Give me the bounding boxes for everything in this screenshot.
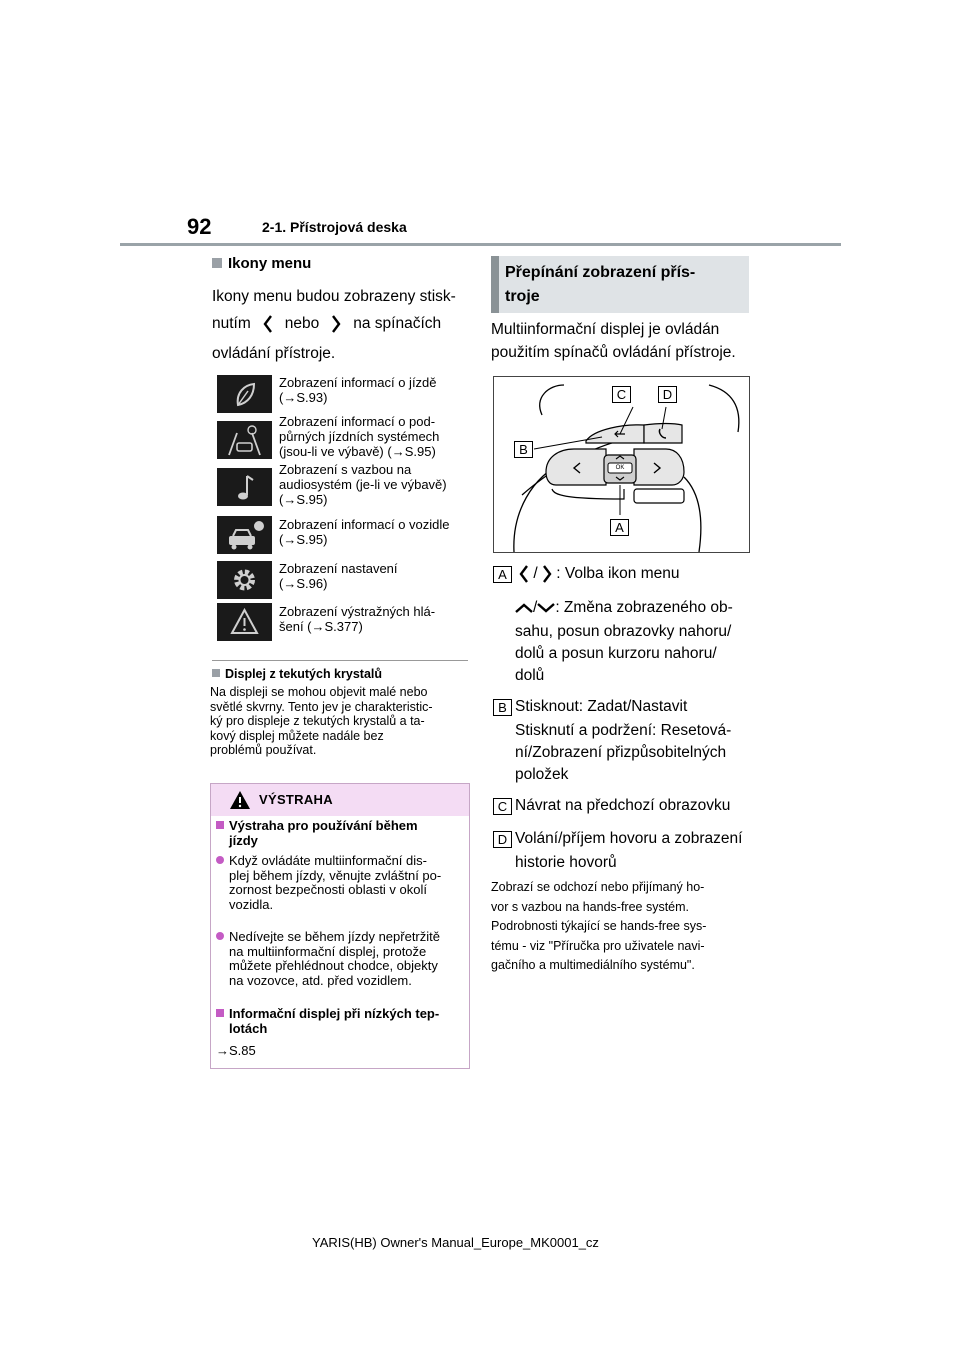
- icon-desc-settings: [279, 561, 469, 591]
- square-bullet-icon: [212, 258, 222, 268]
- paragraph-line: světlé skvrny. Tento jev je charakteristic-: [210, 699, 433, 714]
- gear-icon: [217, 561, 272, 599]
- warning-bullet-1: [216, 854, 466, 912]
- square-bullet-icon: [216, 1009, 224, 1017]
- chevron-left-icon: [519, 565, 529, 583]
- item-a-line-3: sahu, posun obrazovky nahoru/: [515, 623, 732, 640]
- item-a-line-5: dolů: [515, 667, 545, 684]
- warning-box: [210, 783, 470, 1069]
- figure-label-a: A: [610, 519, 629, 536]
- item-a-line-1: [519, 563, 759, 586]
- lcd-paragraph: [210, 685, 470, 758]
- lcd-heading-text: Displej z tekutých krystalů: [225, 667, 383, 681]
- chevron-up-icon: [515, 603, 533, 613]
- intro-text-b: nebo: [284, 315, 320, 332]
- bullet-line: plej během jízdy, věnujte zvláštní po-: [229, 867, 442, 883]
- hands-free-note: [491, 878, 753, 976]
- paragraph-line: Na displeji se mohou objevit malé nebo: [210, 685, 428, 699]
- desc-line: Zobrazení výstražných hlá-: [279, 604, 436, 619]
- chevron-left-icon: [263, 315, 273, 333]
- item-a-line-2: [515, 597, 760, 620]
- note-line: Podrobnosti týkající se hands-free sys-: [491, 919, 707, 933]
- desc-line: Zobrazení s vazbou na: [279, 462, 412, 477]
- warning-ref: →S.85: [216, 1043, 256, 1058]
- figure-label-c-box: C: [612, 386, 631, 403]
- desc-line: Zobrazení informací o pod-: [279, 414, 436, 429]
- warning-triangle-icon: [229, 790, 251, 810]
- desc-line: (→S.95): [279, 532, 328, 547]
- icon-desc-warnings: [279, 604, 469, 634]
- item-b-line-4: položek: [515, 766, 569, 783]
- desc-line: šení (→S.377): [279, 619, 363, 634]
- menu-icons-heading-text: Ikony menu: [228, 255, 312, 272]
- bullet-line: na vozovce, atd. před vozidlem.: [229, 972, 412, 988]
- item-a-text: : Volba ikon menu: [556, 565, 680, 582]
- chevron-down-icon: [537, 603, 555, 613]
- item-b-line-3: ní/Zobrazení přizpůsobitelných: [515, 744, 727, 761]
- section-divider: [212, 660, 468, 661]
- menu-icons-heading: [212, 255, 311, 272]
- footer-text: YARIS(HB) Owner's Manual_Europe_MK0001_cz: [312, 1235, 599, 1250]
- item-d-line-2: historie hovorů: [515, 854, 617, 871]
- note-line: gačního a multimediálního systému".: [491, 958, 695, 972]
- note-line: Zobrazí se odchozí nebo přijímaný ho-: [491, 880, 705, 894]
- lcd-heading: [212, 667, 382, 681]
- warning-heading-low-temp: [216, 1007, 466, 1036]
- chevron-right-icon: [331, 315, 341, 333]
- intro-text-a: nutím: [212, 315, 251, 332]
- warning-triangle-icon: [217, 603, 272, 641]
- bullet-line: Když ovládáte multiinformační dis-: [229, 853, 427, 868]
- separator: /: [533, 565, 538, 582]
- intro-line: použitím spínačů ovládání přístroje.: [491, 343, 736, 361]
- heading-line: Informační displej při nízkých tep-: [229, 1006, 440, 1021]
- item-label-a: A: [493, 566, 512, 583]
- heading-line: jízdy: [229, 832, 258, 848]
- section-title: 2-1. Přístrojová deska: [262, 219, 407, 235]
- item-d-line-1: Volání/příjem hovoru a zobrazení: [515, 830, 743, 847]
- icon-desc-driving-assist: [279, 414, 469, 459]
- chevron-right-icon: [542, 565, 552, 583]
- heading-line: Přepínání zobrazení přís-: [505, 264, 696, 281]
- heading-line: lotách: [229, 1020, 268, 1036]
- music-note-icon: [217, 468, 272, 506]
- heading-line: Výstraha pro používání během: [229, 818, 418, 833]
- bullet-line: můžete přehlédnout chodce, objekty: [229, 958, 438, 973]
- right-intro: [491, 319, 753, 364]
- desc-line: půrných jízdních systémech: [279, 429, 440, 444]
- paragraph-line: problémů používat.: [210, 743, 317, 757]
- intro-line: Multiinformační displej je ovládán: [491, 321, 720, 338]
- item-a-text: : Změna zobrazeného ob-: [555, 599, 733, 616]
- bullet-line: zornost bezpečnosti oblasti v okolí: [229, 882, 427, 897]
- round-bullet-icon: [216, 932, 224, 940]
- desc-line: audiosystém (je-li ve výbavě): [279, 477, 447, 492]
- intro-line-1: Ikony menu budou zobrazeny stisk-: [212, 288, 456, 305]
- intro-line-2: [212, 313, 472, 335]
- item-a-line-4: dolů a posun kurzoru nahoru/: [515, 645, 717, 662]
- bullet-line: Nedívejte se během jízdy nepřetržitě: [229, 929, 440, 944]
- desc-line: (jsou-li ve výbavě) (→S.95): [279, 444, 436, 459]
- header-rule: [120, 243, 841, 246]
- warning-heading-driving: [216, 819, 466, 848]
- item-label-d: D: [493, 831, 512, 848]
- page-number: 92: [187, 214, 212, 239]
- paragraph-line: ký pro displeje z tekutých krystalů a ta-: [210, 714, 425, 728]
- desc-line: Zobrazení informací o vozidle: [279, 517, 450, 532]
- item-label-b: B: [493, 699, 512, 716]
- bullet-line: na multiinformační displej, protože: [229, 943, 427, 959]
- item-b-line-2: Stisknutí a podržení: Resetová-: [515, 722, 732, 739]
- icon-desc-driving-info: [279, 375, 469, 405]
- warning-bullet-2: [216, 930, 466, 988]
- note-line: tému - viz "Příručka pro uživatele navi-: [491, 938, 705, 953]
- intro-line-3: ovládání přístroje.: [212, 345, 336, 362]
- heading-line: troje: [505, 288, 540, 305]
- square-bullet-icon: [216, 821, 224, 829]
- desc-line: (→S.96): [279, 576, 328, 591]
- desc-line: (→S.95): [279, 492, 328, 507]
- heading-accent-bar: [491, 256, 499, 313]
- figure-label-d: D: [658, 386, 677, 403]
- desc-line: (→S.93): [279, 390, 328, 405]
- item-label-c: C: [493, 798, 512, 815]
- desc-line: Zobrazení informací o jízdě: [279, 375, 437, 390]
- ok-button-label: OK: [615, 465, 625, 471]
- warning-header: [211, 784, 469, 816]
- separator: /: [533, 599, 538, 616]
- item-c-text: Návrat na předchozí obrazovku: [515, 797, 731, 814]
- section-heading-box: [491, 256, 749, 313]
- icon-desc-vehicle: [279, 517, 469, 547]
- desc-line: Zobrazení nastavení: [279, 561, 398, 576]
- icon-desc-audio: [279, 462, 469, 507]
- warning-title: VÝSTRAHA: [259, 792, 333, 807]
- item-b-line-1: Stisknout: Zadat/Nastavit: [515, 698, 688, 715]
- leaf-icon: [217, 375, 272, 413]
- note-line: vor s vazbou na hands-free systém.: [491, 899, 690, 914]
- vehicle-info-icon: [217, 516, 272, 554]
- paragraph-line: kový displej můžete nadále bez: [210, 728, 384, 743]
- figure-label-b: B: [514, 441, 533, 458]
- round-bullet-icon: [216, 856, 224, 864]
- intro-text-c: na spínačích: [353, 315, 442, 332]
- square-bullet-icon: [212, 669, 220, 677]
- bullet-line: vozidla.: [229, 896, 274, 912]
- driving-assist-icon: [217, 421, 272, 459]
- section-heading: [505, 261, 695, 309]
- steering-switch-figure: [493, 376, 750, 553]
